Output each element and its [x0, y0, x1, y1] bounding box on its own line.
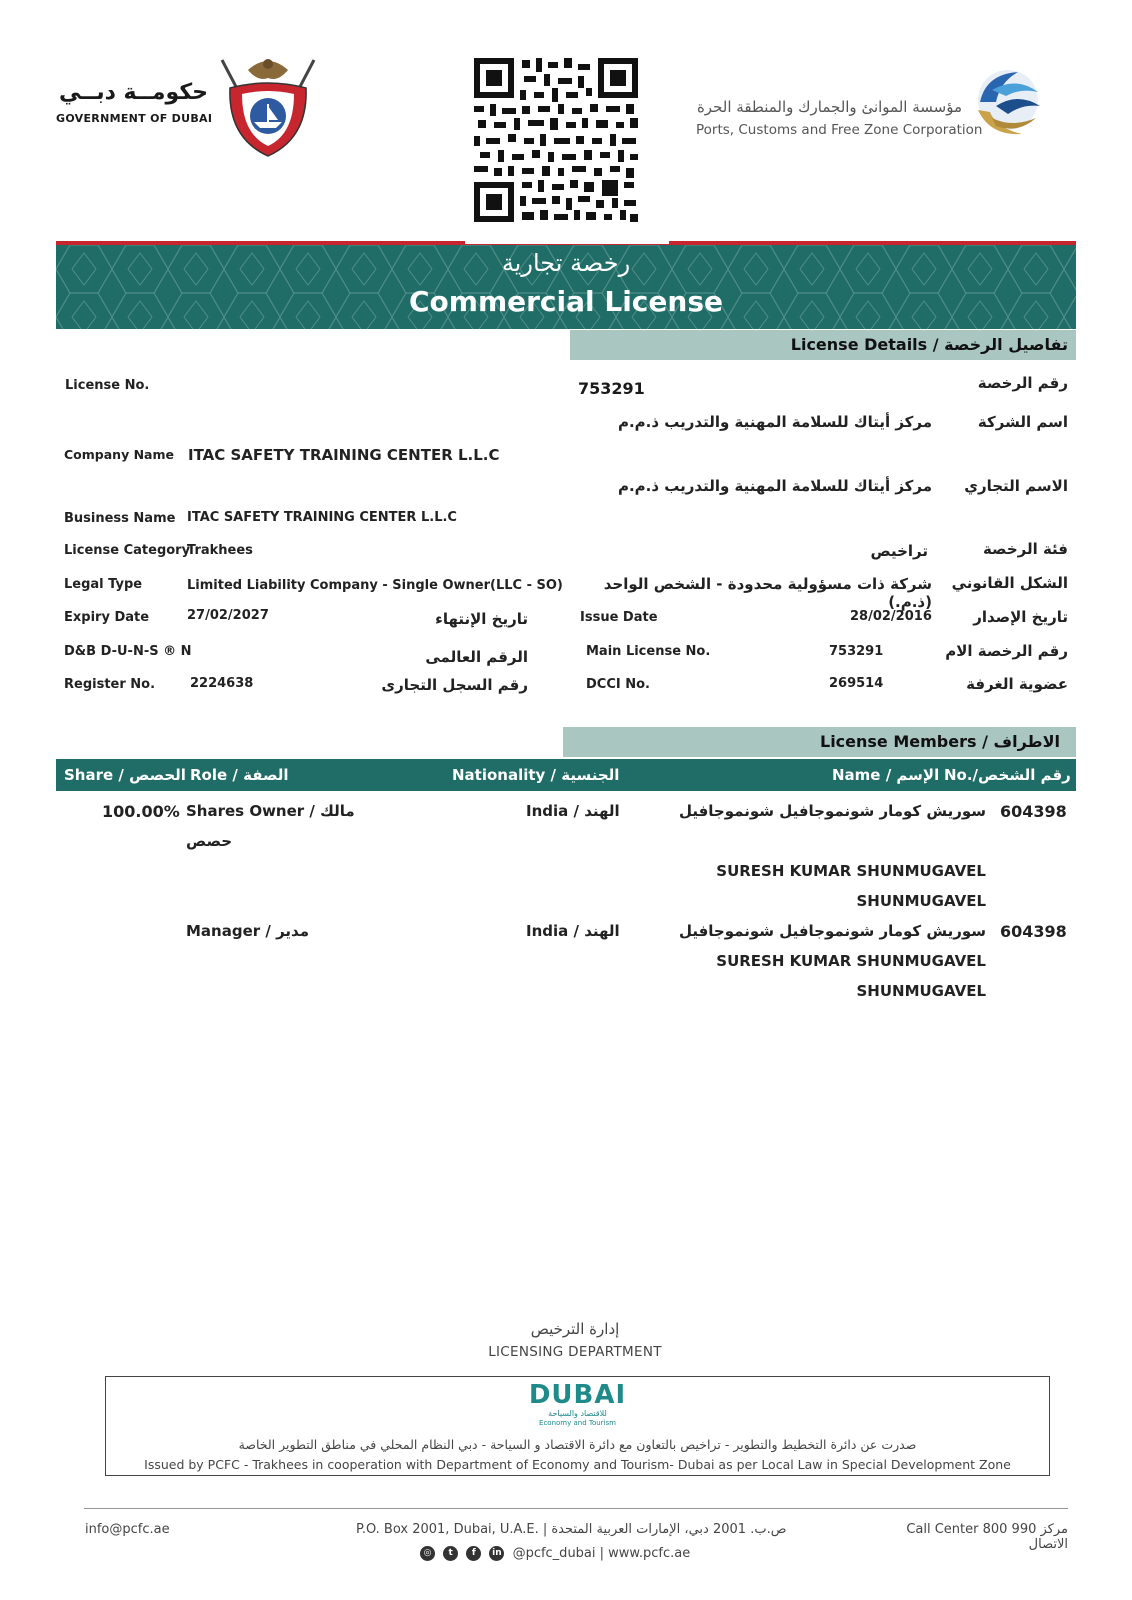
member-share: 100.00%: [102, 802, 180, 821]
twitter-icon[interactable]: t: [443, 1546, 458, 1561]
company-name-label: Company Name: [64, 447, 174, 462]
col-name: Name / الإسم: [832, 766, 940, 784]
main-license-value: 753291: [829, 644, 884, 659]
expiry-date-label: Expiry Date: [64, 610, 150, 625]
expiry-date-value: 27/02/2027: [187, 608, 269, 623]
licensing-department: LICENSING DEPARTMENT: [488, 1344, 662, 1360]
member-nationality: India / الهند: [526, 802, 620, 820]
duns-arabic-label: الرقم العالمى: [425, 648, 528, 666]
member-name: SURESH KUMAR SHUNMUGAVEL: [716, 952, 986, 970]
member-role: Manager / مدير: [186, 922, 310, 940]
register-no-value: 2224638: [190, 676, 254, 691]
business-name-label: Business Name: [64, 511, 176, 526]
dubai-economy-tourism-logo: [106, 1381, 1049, 1428]
legal-type-arabic-label: الشكل القانوني: [951, 574, 1068, 592]
member-role: Shares Owner / مالك: [186, 802, 355, 820]
table-row: [56, 796, 1076, 910]
license-members-header: [563, 727, 1076, 757]
licensing-department-arabic: إدارة الترخيص: [530, 1320, 620, 1338]
member-person-no: 604398: [1000, 802, 1067, 821]
license-no-label: License No.: [65, 378, 150, 393]
linkedin-icon[interactable]: in: [489, 1546, 504, 1561]
table-row: [56, 916, 1076, 1006]
dubai-logo-subtitle: Economy and Tourism: [539, 1419, 616, 1427]
business-name-arabic-value: مركز أيتاك للسلامة المهنية والتدريب ذ.م.م: [617, 477, 932, 495]
pcfc-arabic-name: مؤسسة الموانئ والجمارك والمنطقة الحرة: [696, 98, 962, 116]
license-details-title: License Details / تفاصيل الرخصة: [790, 335, 1068, 354]
pcfc-english-name: Ports, Customs and Free Zone Corporation: [696, 122, 983, 138]
expiry-date-arabic-label: تاريخ الإنتهاء: [435, 610, 528, 628]
register-no-label: Register No.: [64, 677, 156, 692]
license-details-header: [570, 330, 1076, 360]
dubai-emblem-logo: [212, 48, 324, 160]
legal-type-value: Limited Liability Company - Single Owner(LLC - SO): [187, 578, 563, 593]
issue-date-arabic-label: تاريخ الإصدار: [973, 608, 1068, 626]
member-name-arabic: سوريش كومار شونموجافيل شونموجافيل: [678, 922, 986, 940]
license-category-label: License Category: [64, 543, 191, 558]
main-license-arabic-label: رقم الرخصة الام: [945, 642, 1068, 660]
issue-date-label: Issue Date: [580, 610, 658, 625]
pcfc-logo: [966, 62, 1046, 142]
banner-title: Commercial License: [409, 285, 723, 318]
members-table-header: [56, 759, 1076, 791]
legal-type-label: Legal Type: [64, 577, 143, 592]
issued-by-arabic: صدرت عن دائرة التخطيط والتطوير - تراخيص بالتعاون مع دائرة الاقتصاد و السياحة - دبي النظام المحلي في مناطق التطوير الخاصة: [238, 1437, 917, 1452]
dcci-no-value: 269514: [829, 676, 884, 691]
member-nationality: India / الهند: [526, 922, 620, 940]
po-box: P.O. Box 2001, Dubai, U.A.E. | ص.ب. 2001 دبي، الإمارات العربية المتحدة: [356, 1522, 787, 1537]
company-name-value: ITAC SAFETY TRAINING CENTER L.L.C: [188, 446, 500, 464]
government-of-dubai-arabic: حكومــة دبــي: [59, 80, 208, 105]
col-person-no: No./رقم الشخص: [944, 766, 1071, 784]
banner-title-arabic: رخصة تجارية: [501, 249, 631, 277]
dcci-no-arabic-label: عضوية الغرفة: [966, 675, 1068, 693]
member-name-arabic: سوريش كومار شونموجافيل شونموجافيل: [678, 802, 986, 820]
footer-divider: [84, 1508, 1068, 1509]
social-handle-and-website[interactable]: @pcfc_dubai | www.pcfc.ae: [512, 1546, 691, 1561]
dubai-logo-text: DUBAI: [528, 1380, 627, 1410]
license-category-arabic-label: فئة الرخصة: [982, 540, 1068, 558]
license-no-value: 753291: [578, 379, 645, 398]
commercial-license-banner: [56, 241, 1076, 329]
business-name-arabic-label: الاسم التجاري: [964, 477, 1068, 495]
member-name-continued: SHUNMUGAVEL: [856, 982, 986, 1000]
duns-label: D&B D-U-N-S ® N: [64, 644, 192, 659]
facebook-icon[interactable]: f: [466, 1546, 481, 1561]
instagram-icon[interactable]: ◎: [420, 1546, 435, 1561]
company-name-arabic-value: مركز أيتاك للسلامة المهنية والتدريب ذ.م.م: [617, 413, 932, 431]
dubai-logo-arabic: للاقتصاد والسياحة: [548, 1409, 607, 1418]
member-person-no: 604398: [1000, 922, 1067, 941]
company-name-arabic-label: اسم الشركة: [977, 413, 1068, 431]
member-name: SURESH KUMAR SHUNMUGAVEL: [716, 862, 986, 880]
call-center: Call Center 800 990 مركز الاتصال: [906, 1522, 1068, 1552]
member-name-continued: SHUNMUGAVEL: [856, 892, 986, 910]
issued-by-statement: Issued by PCFC - Trakhees in cooperation with Department of Economy and Tourism- Dubai as per Local Law in Special Development Zone: [144, 1457, 1011, 1472]
issued-by-box: [105, 1376, 1050, 1476]
dcci-no-label: DCCI No.: [586, 677, 650, 692]
register-no-arabic-label: رقم السجل التجارى: [381, 676, 528, 694]
contact-email: info@pcfc.ae: [85, 1522, 170, 1537]
license-category-value: Trakhees: [187, 543, 253, 558]
license-members-title: License Members / الاطراف: [820, 732, 1060, 751]
legal-type-arabic-value: شركة ذات مسؤولية محدودة - الشخص الواحد (ذ.م.): [603, 575, 932, 611]
member-role-continued: حصص: [186, 832, 233, 850]
license-no-arabic-label: رقم الرخصة: [977, 374, 1068, 392]
license-category-arabic-value: تراخيص: [870, 542, 928, 560]
business-name-value: ITAC SAFETY TRAINING CENTER L.L.C: [187, 510, 457, 525]
qr-code: [474, 58, 638, 222]
col-share: Share / الحصص: [64, 766, 186, 784]
social-links: [420, 1546, 690, 1561]
government-of-dubai-label: GOVERNMENT OF DUBAI: [56, 112, 213, 125]
col-nationality: Nationality / الجنسية: [452, 766, 620, 784]
col-role: Role / الصفة: [190, 766, 289, 784]
banner-gap: [465, 236, 669, 244]
main-license-label: Main License No.: [586, 644, 711, 659]
issue-date-value: 28/02/2016: [850, 609, 932, 624]
